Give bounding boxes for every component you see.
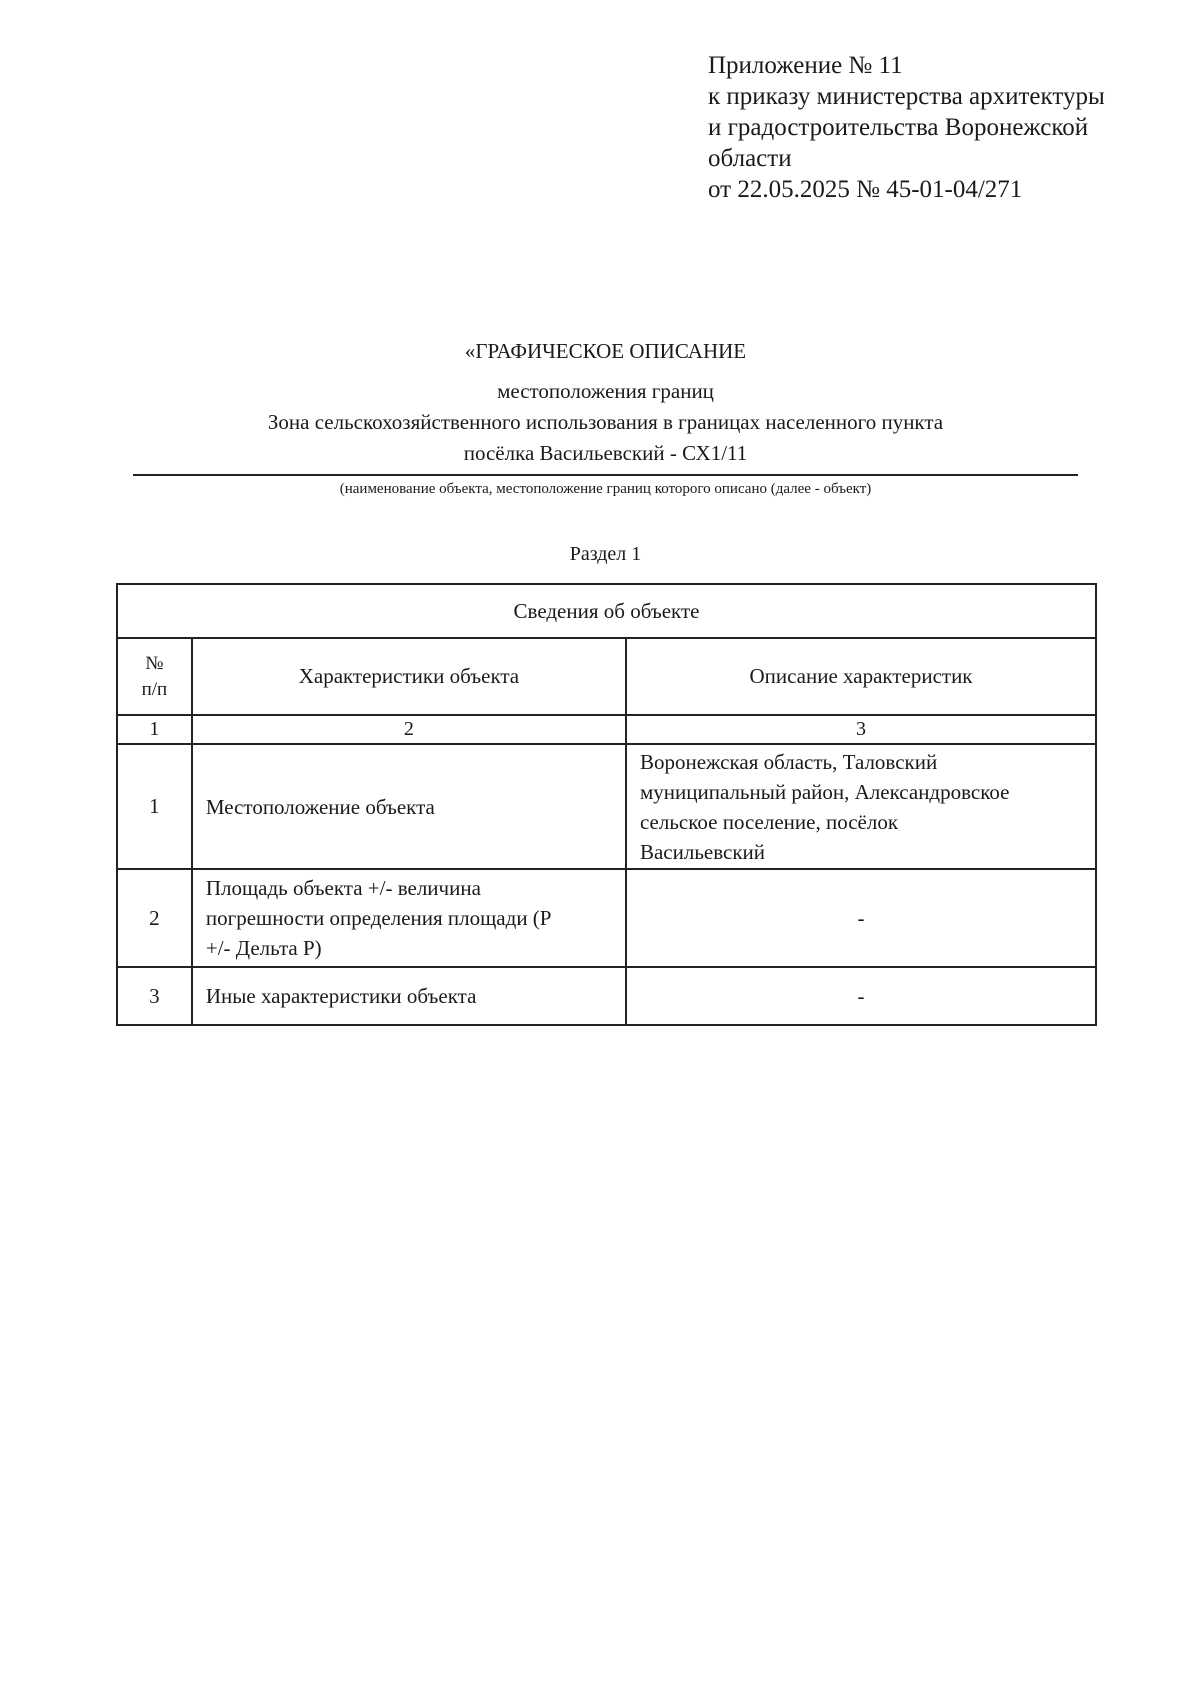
object-name-line: Зона сельскохозяйственного использования в границах населенного пункта <box>267 410 944 434</box>
column-number: 2 <box>192 715 626 744</box>
column-number: 3 <box>626 715 1096 744</box>
cell-line: Воронежская область, Таловский <box>639 749 938 774</box>
cell-line: Иные характеристики объекта <box>205 983 477 1008</box>
table-caption: Сведения об объекте <box>117 584 1096 638</box>
appendix-line: области <box>708 145 792 172</box>
header-number-line: п/п <box>141 678 168 700</box>
header-number-line: № <box>145 652 164 674</box>
cell-line: погрешности определения площади (Р <box>205 906 552 930</box>
cell-line: сельское поселение, посёлок <box>639 809 899 834</box>
table-row <box>117 967 1096 1025</box>
row-description <box>626 744 1096 869</box>
section-title: Раздел 1 <box>569 543 642 565</box>
cell-line: Васильевский <box>639 839 766 864</box>
row-characteristic <box>192 869 626 967</box>
table-row <box>117 744 1096 869</box>
document-title: «ГРАФИЧЕСКОЕ ОПИСАНИЕ <box>464 339 747 363</box>
cell-line: +/- Дельта Р) <box>205 936 322 960</box>
table-row <box>117 869 1096 967</box>
row-characteristic <box>192 967 626 1025</box>
row-description: - <box>626 967 1096 1025</box>
table-header-row <box>117 638 1096 715</box>
row-description: - <box>626 869 1096 967</box>
header-number <box>117 638 192 715</box>
appendix-line: от 22.05.2025 № 45-01-04/271 <box>708 176 1023 203</box>
column-number: 1 <box>117 715 192 744</box>
underline-rule <box>133 474 1078 476</box>
row-number: 2 <box>117 869 192 967</box>
appendix-line: к приказу министерства архитектуры <box>708 83 1105 110</box>
appendix-line: и градостроительства Воронежской <box>708 114 1089 141</box>
cell-line: Местоположение объекта <box>205 794 435 819</box>
cell-line: муниципальный район, Александровское <box>639 779 1010 804</box>
document-heading <box>133 336 1078 469</box>
row-number: 1 <box>117 744 192 869</box>
object-name-hint: (наименование объекта, местоположение границ которого описано (далее - объект) <box>339 481 872 497</box>
row-characteristic <box>192 744 626 869</box>
header-characteristic: Характеристики объекта <box>192 638 626 715</box>
column-number-row <box>117 715 1096 744</box>
appendix-line: Приложение № 11 <box>708 52 903 79</box>
row-number: 3 <box>117 967 192 1025</box>
header-description: Описание характеристик <box>626 638 1096 715</box>
table-caption-row <box>117 584 1096 638</box>
appendix-block <box>708 50 1105 205</box>
document-subtitle: местоположения границ <box>497 379 714 403</box>
object-name-line: посёлка Васильевский - СХ1/11 <box>463 441 748 465</box>
cell-line: Площадь объекта +/- величина <box>205 876 481 900</box>
object-info-table <box>116 583 1097 1026</box>
